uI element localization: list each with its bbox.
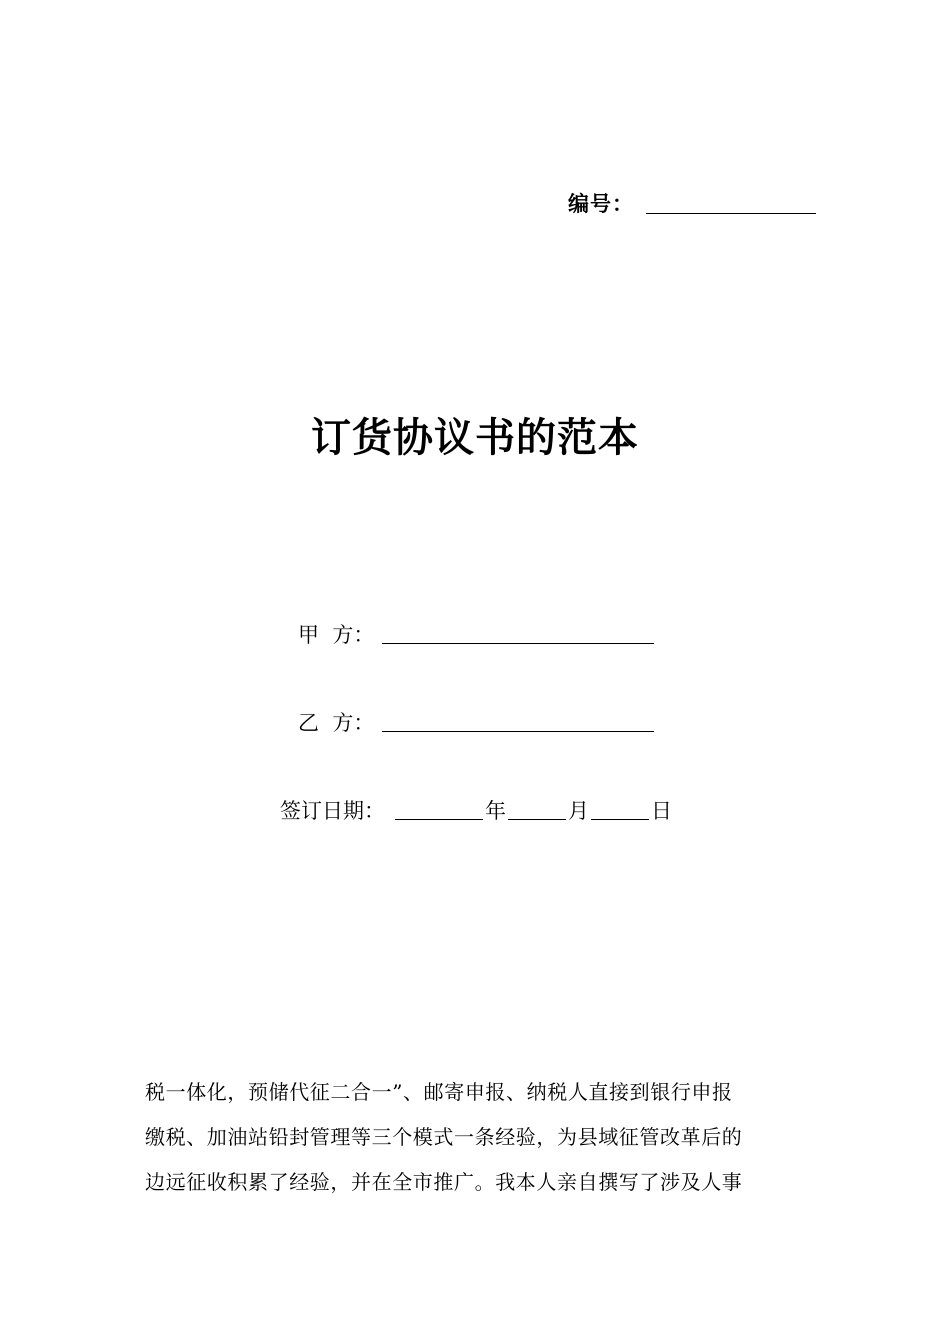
party-a-label: 甲 方： — [298, 623, 375, 647]
sign-date-label: 签订日期： — [280, 799, 385, 823]
sign-date-field — [280, 796, 672, 826]
body-line: 税一体化，预储代征二合一”、邮寄申报、纳税人直接到银行申报 — [145, 1080, 733, 1104]
day-blank — [591, 818, 649, 820]
month-label: 月 — [568, 799, 589, 823]
body-paragraph — [145, 1070, 805, 1205]
party-a-field — [298, 620, 654, 650]
document-number-blank — [646, 212, 816, 214]
year-blank — [395, 818, 483, 820]
party-b-blank — [382, 730, 654, 732]
document-number — [568, 190, 816, 218]
body-line: 边远征收积累了经验，并在全市推广。我本人亲自撰写了涉及人事 — [145, 1170, 743, 1194]
month-blank — [508, 818, 566, 820]
day-label: 日 — [651, 799, 672, 823]
party-b-field — [298, 708, 654, 738]
document-title: 订货协议书的范本 — [311, 415, 639, 461]
party-b-label: 乙 方： — [298, 711, 375, 735]
document-number-label: 编号： — [568, 192, 634, 216]
year-label: 年 — [485, 799, 506, 823]
body-line: 缴税、加油站铅封管理等三个模式一条经验，为县域征管改革后的 — [145, 1125, 743, 1149]
party-a-blank — [382, 642, 654, 644]
